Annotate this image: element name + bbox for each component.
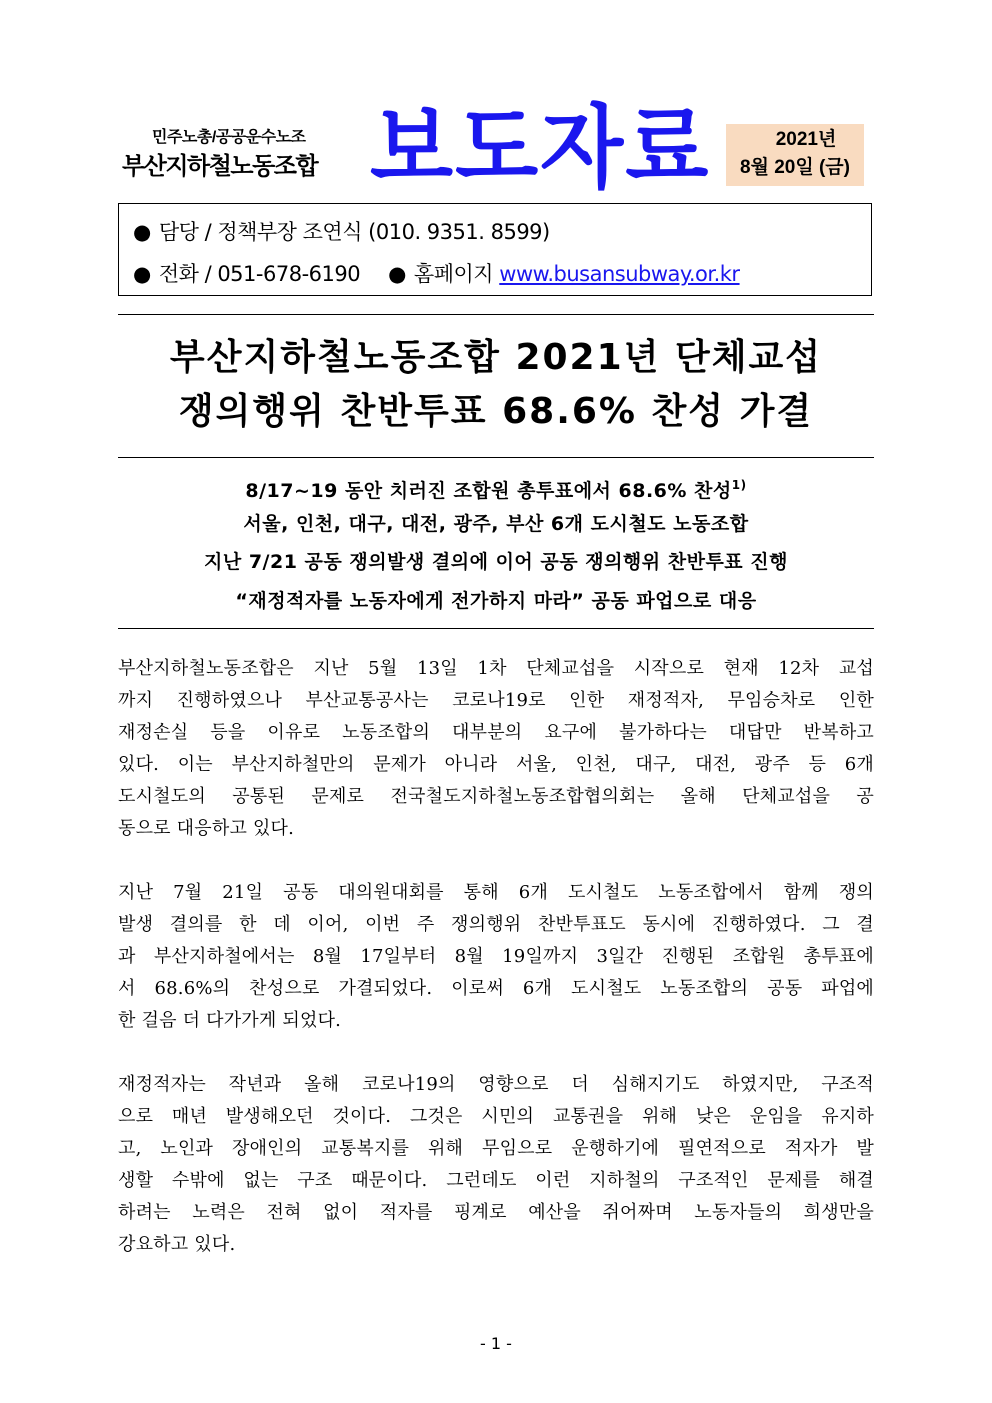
subhead-2: 서울, 인천, 대구, 대전, 광주, 부산 6개 도시철도 노동조합 [243, 513, 749, 535]
paragraph-line: 동으로 대응하고 있다. [118, 818, 295, 839]
paragraph-line: 하려는 노력은 전혀 없이 적자를 핑계로 예산을 쥐어짜며 노동자들의 희생만을 [118, 1202, 874, 1223]
paragraph-line: 있다. 이는 부산지하철만의 문제가 아니라 서울, 인천, 대구, 대전, 광주 등 6개 [118, 754, 874, 775]
paragraph-line: 까지 진행하였으나 부산교통공사는 코로나19로 인한 재정적자, 무임승차로 인한 [118, 690, 874, 711]
paragraph-line: 도시철도의 공통된 문제로 전국철도지하철노동조합협의회는 올해 단체교섭을 공 [118, 786, 874, 807]
contact-manager-line [133, 216, 550, 246]
bullet-icon: ● [133, 262, 151, 286]
divider-headline [118, 457, 874, 458]
paragraph-line: 부산지하철노동조합은 지난 5월 13일 1차 단체교섭을 시작으로 현재 12차 교섭 [118, 658, 874, 679]
contact-phone: 전화 / 051-678-6190 [158, 262, 361, 286]
paragraph-line: 발생 결의를 한 데 이어, 이번 주 쟁의행위 찬반투표도 동시에 진행하였다. 그 결 [118, 914, 874, 935]
paragraph-line: 재정손실 등을 이유로 노동조합의 대부분의 요구에 불가하다는 대답만 반복하고 [118, 722, 874, 743]
date-day: 8월 20일 (금) [740, 157, 850, 178]
footnote-marker[interactable]: 1) [731, 478, 747, 492]
organization-block [122, 128, 362, 182]
page-number: - 1 - [480, 1334, 512, 1353]
paragraph-line: 과 부산지하철에서는 8월 17일부터 8월 19일까지 3일간 진행된 조합원 총투표에 [118, 946, 874, 967]
paragraph-line: 서 68.6%의 찬성으로 가결되었다. 이로써 6개 도시철도 노동조합의 공동 파업에 [118, 978, 874, 999]
contact-phone-line [133, 258, 740, 288]
date-box [726, 124, 864, 186]
headline-line-2: 쟁의행위 찬반투표 68.6% 찬성 가결 [178, 391, 814, 432]
homepage-link[interactable]: www.busansubway.or.kr [499, 262, 740, 286]
subhead-1 [118, 466, 874, 510]
paragraph-line: 으로 매년 발생해오던 것이다. 그것은 시민의 교통권을 위해 낮은 운임을 유지하 [118, 1106, 874, 1127]
contact-manager: 담당 / 정책부장 조연식 (010. 9351. 8599) [158, 220, 550, 244]
subhead-4: “재정적자를 노동자에게 전가하지 마라” 공동 파업으로 대응 [235, 590, 757, 612]
bullet-icon: ● [388, 262, 406, 286]
headline-line-1: 부산지하철노동조합 2021년 단체교섭 [169, 337, 823, 378]
divider-top [118, 314, 874, 315]
paragraph-line: 재정적자는 작년과 올해 코로나19의 영향으로 더 심해지기도 하였지만, 구조적 [118, 1074, 874, 1095]
paragraph-2 [118, 877, 874, 1037]
paragraph-1 [118, 653, 874, 845]
divider-subheads [118, 628, 874, 629]
paragraph-line: 한 걸음 더 다가가게 되었다. [118, 1010, 342, 1031]
paragraph-line: 생할 수밖에 없는 구조 때문이다. 그런데도 이런 지하철의 구조적인 문제를 해결 [118, 1170, 874, 1191]
bullet-icon: ● [133, 220, 151, 244]
paragraph-line: 지난 7월 21일 공동 대의원대회를 통해 6개 도시철도 노동조합에서 함께 쟁의 [118, 882, 874, 903]
subhead-1-text: 8/17~19 동안 치러진 조합원 총투표에서 68.6% 찬성 [245, 480, 732, 502]
homepage-label: 홈페이지 [413, 262, 494, 286]
paragraph-line: 강요하고 있다. [118, 1234, 236, 1255]
subhead-3: 지난 7/21 공동 쟁의발생 결의에 이어 공동 쟁의행위 찬반투표 진행 [204, 551, 788, 573]
paragraph-line: 고, 노인과 장애인의 교통복지를 위해 무임으로 운행하기에 필연적으로 적자가 발 [118, 1138, 874, 1159]
org-affiliation: 민주노총/공공운수노조 [152, 129, 306, 146]
paragraph-3 [118, 1069, 874, 1261]
org-name: 부산지하철노동조합 [122, 152, 318, 180]
contact-box [118, 203, 872, 296]
date-year: 2021년 [775, 129, 837, 150]
press-release-title: 보도자료 [370, 96, 711, 201]
